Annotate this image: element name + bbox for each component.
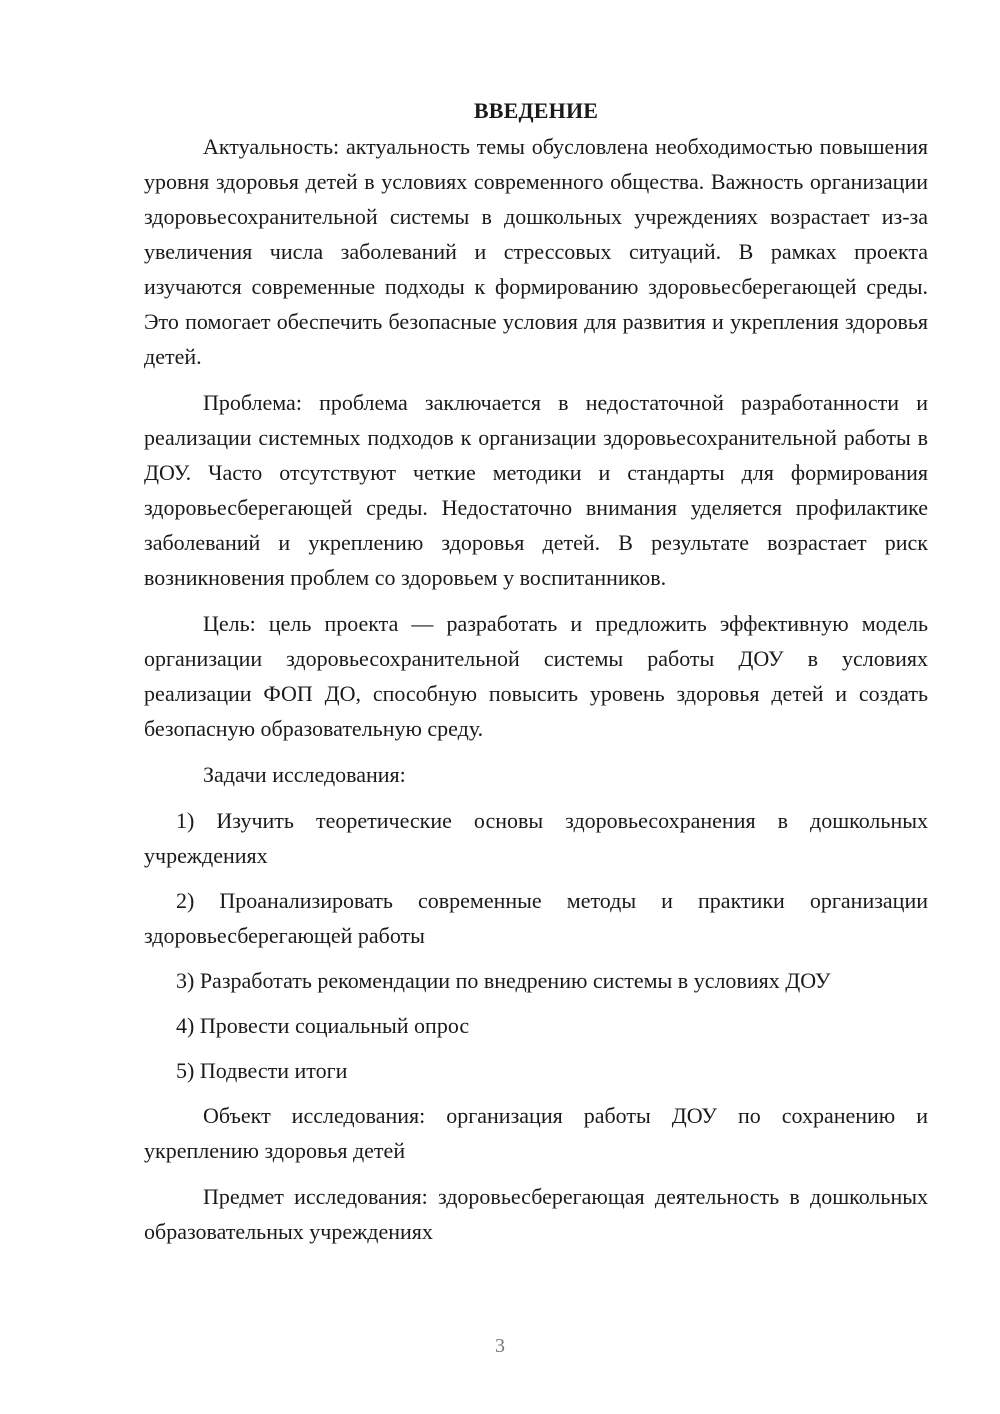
page-content xyxy=(144,94,928,1260)
tasks-heading: Задачи исследования: xyxy=(203,762,406,787)
task-item-1: 1) Изучить теоретические основы здоровьесохранения в дошкольных учреждениях xyxy=(144,808,928,868)
relevance-paragraph: Актуальность: актуальность темы обусловлена необходимостью повышения уровня здоровья детей в условиях современного общества. Важность организации здоровьесохранительной системы в дошкольных учреждениях возрастает из-за увеличения числа заболеваний и стрессовых ситуаций. В рамках проекта изучаются современные подходы к формированию здоровьесберегающей среды. Это помогает обеспечить безопасные условия для развития и укрепления здоровья детей. xyxy=(144,134,928,369)
task-item-4: 4) Провести социальный опрос xyxy=(176,1013,470,1038)
task-item-5: 5) Подвести итоги xyxy=(176,1058,348,1083)
problem-paragraph: Проблема: проблема заключается в недостаточной разработанности и реализации системных подходов к организации здоровьесохранительной работы в ДОУ. Часто отсутствуют четкие методики и стандарты для формирования здоровьесберегающей среды. Недостаточно внимания уделяется профилактике заболеваний и укреплению здоровья детей. В результате возрастает риск возникновения проблем со здоровьем у воспитанников. xyxy=(144,390,928,590)
task-item-3: 3) Разработать рекомендации по внедрению системы в условиях ДОУ xyxy=(176,968,831,993)
subject-paragraph: Предмет исследования: здоровьесберегающая деятельность в дошкольных образовательных учреждениях xyxy=(144,1184,928,1244)
task-item-2: 2) Проанализировать современные методы и практики организации здоровьесберегающей работы xyxy=(144,888,928,948)
object-paragraph: Объект исследования: организация работы ДОУ по сохранению и укреплению здоровья детей xyxy=(144,1103,928,1163)
page-title: ВВЕДЕНИЕ xyxy=(473,98,599,123)
page-number: 3 xyxy=(495,1335,505,1357)
goal-paragraph: Цель: цель проекта — разработать и предложить эффективную модель организации здоровьесохранительной системы работы ДОУ в условиях реализации ФОП ДО, способную повысить уровень здоровья детей и создать безопасную образовательную среду. xyxy=(144,611,928,741)
